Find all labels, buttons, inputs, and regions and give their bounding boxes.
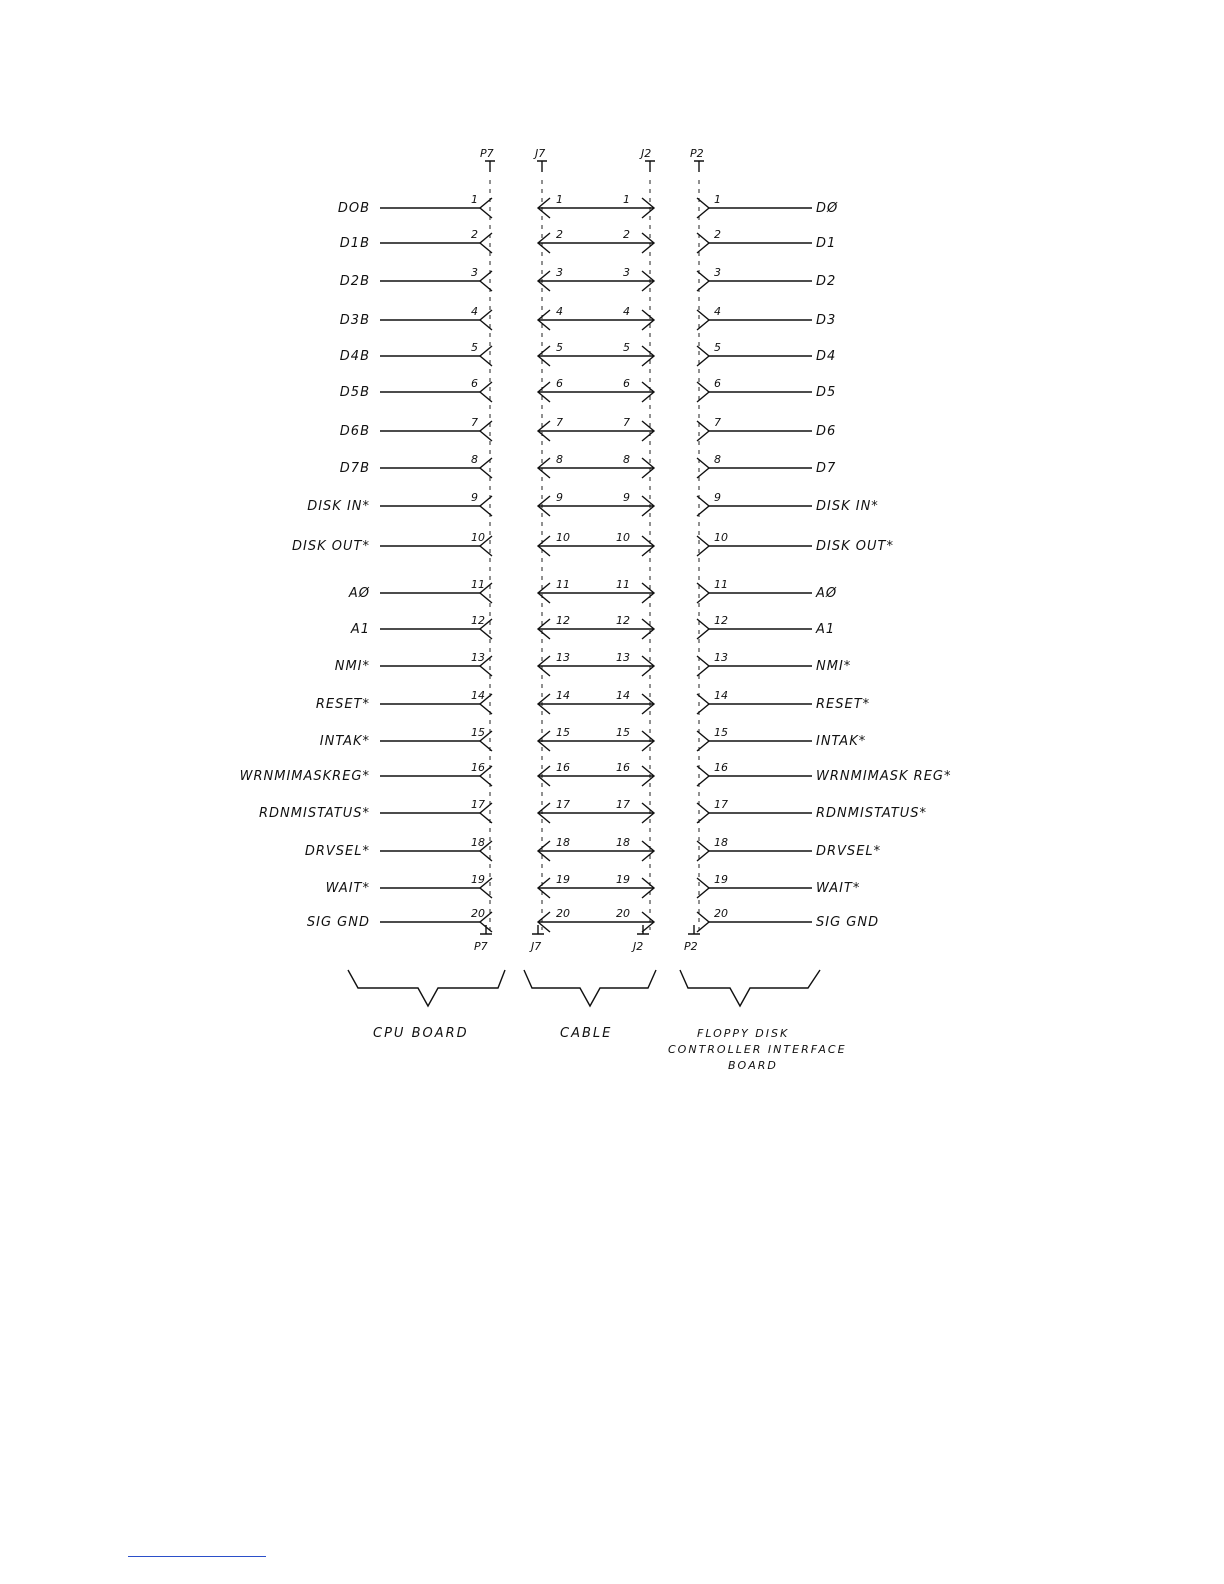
p7-pin-number: 7 [471, 416, 478, 429]
j7-pin-number: 12 [556, 614, 570, 627]
left-signal-label: D1B [339, 236, 370, 251]
right-signal-label: INTAK* [816, 734, 867, 749]
connector-label-j2-bottom: J2 [633, 940, 644, 953]
connector-top-marks [485, 161, 704, 172]
group-label-cable: CABLE [560, 1026, 613, 1041]
j2-pin-number: 15 [616, 726, 630, 739]
left-signal-label: D2B [339, 274, 370, 289]
j7-pin-number: 1 [556, 193, 563, 206]
j7-pin-number: 14 [556, 689, 570, 702]
connector-label-p2-top: P2 [690, 147, 704, 160]
p7-pin-number: 19 [471, 873, 485, 886]
p7-pin-number: 14 [471, 689, 485, 702]
p2-pin-number: 1 [714, 193, 721, 206]
j2-pin-number: 17 [616, 798, 630, 811]
right-signal-label: D5 [816, 385, 837, 400]
right-signal-label: D3 [816, 313, 837, 328]
left-signal-label: NMI* [334, 659, 370, 674]
j7-pin-number: 10 [556, 531, 570, 544]
left-signal-label: INTAK* [319, 734, 370, 749]
j2-pin-number: 9 [623, 491, 630, 504]
p2-pin-number: 8 [714, 453, 721, 466]
connector-body-lines [490, 180, 699, 930]
j7-pin-number: 5 [556, 341, 563, 354]
right-signal-label: WAIT* [816, 881, 861, 896]
j7-pin-number: 19 [556, 873, 570, 886]
j2-pin-number: 8 [623, 453, 630, 466]
signal-row [292, 531, 894, 556]
p7-pin-number: 15 [471, 726, 485, 739]
p2-pin-number: 20 [714, 907, 728, 920]
j7-pin-number: 17 [556, 798, 570, 811]
p2-pin-number: 12 [714, 614, 728, 627]
p2-pin-number: 19 [714, 873, 728, 886]
p2-pin-number: 3 [714, 266, 721, 279]
p7-pin-number: 11 [471, 578, 485, 591]
p2-pin-number: 11 [714, 578, 728, 591]
j2-pin-number: 16 [616, 761, 630, 774]
right-signal-label: SIG GND [816, 915, 880, 930]
j7-pin-number: 2 [556, 228, 563, 241]
signal-row [320, 726, 866, 751]
p2-pin-number: 4 [714, 305, 721, 318]
left-signal-label: D7B [339, 461, 370, 476]
j7-pin-number: 6 [556, 377, 563, 390]
signal-row [340, 266, 836, 291]
p7-pin-number: 6 [471, 377, 478, 390]
left-signal-label: RESET* [315, 697, 370, 712]
right-signal-label: DØ [816, 201, 839, 216]
left-signal-label: WRNMIMASKREG* [239, 769, 370, 784]
left-signal-label: AØ [348, 586, 370, 601]
j2-pin-number: 7 [623, 416, 630, 429]
right-signal-label: DISK OUT* [816, 539, 894, 554]
p7-pin-number: 20 [471, 907, 485, 920]
footer-rule [128, 1556, 266, 1557]
j2-pin-number: 12 [616, 614, 630, 627]
signal-row [326, 873, 861, 898]
j2-pin-number: 11 [616, 578, 630, 591]
signal-row [335, 651, 852, 676]
j7-pin-number: 16 [556, 761, 570, 774]
left-signal-label: D5B [339, 385, 370, 400]
signal-row [338, 193, 838, 218]
right-signal-label: DISK IN* [816, 499, 879, 514]
right-signal-label: WRNMIMASK REG* [816, 769, 952, 784]
j2-pin-number: 13 [616, 651, 630, 664]
j2-pin-number: 2 [623, 228, 630, 241]
j7-pin-number: 11 [556, 578, 570, 591]
connector-label-p7-top: P7 [480, 147, 494, 160]
j7-pin-number: 4 [556, 305, 563, 318]
j2-pin-number: 10 [616, 531, 630, 544]
right-signal-label: D6 [816, 424, 837, 439]
signal-row [307, 907, 879, 932]
right-signal-label: D7 [816, 461, 837, 476]
group-label-fdc-line1: FLOPPY DISK [697, 1027, 790, 1040]
j7-pin-number: 15 [556, 726, 570, 739]
p2-pin-number: 17 [714, 798, 728, 811]
p2-pin-number: 9 [714, 491, 721, 504]
left-signal-label: DISK IN* [307, 499, 370, 514]
left-signal-label: SIG GND [306, 915, 370, 930]
left-signal-label: A1 [350, 622, 370, 637]
j7-pin-number: 9 [556, 491, 563, 504]
signal-row [340, 453, 836, 478]
connector-label-j7-top: J7 [535, 147, 546, 160]
group-label-cpu-board: CPU BOARD [373, 1026, 469, 1041]
right-signal-label: AØ [816, 586, 838, 601]
signal-row [307, 491, 879, 516]
group-label-fdc-line2: CONTROLLER INTERFACE [668, 1043, 847, 1056]
group-label-fdc-line3: BOARD [728, 1059, 778, 1072]
right-signal-label: DRVSEL* [816, 844, 882, 859]
p2-pin-number: 13 [714, 651, 728, 664]
p7-pin-number: 16 [471, 761, 485, 774]
p7-pin-number: 17 [471, 798, 485, 811]
p2-pin-number: 7 [714, 416, 721, 429]
left-signal-label: WAIT* [325, 881, 370, 896]
j7-pin-number: 8 [556, 453, 563, 466]
right-signal-label: RDNMISTATUS* [816, 806, 927, 821]
p2-pin-number: 5 [714, 341, 721, 354]
j2-pin-number: 20 [616, 907, 630, 920]
j7-pin-number: 13 [556, 651, 570, 664]
p2-pin-number: 15 [714, 726, 728, 739]
j7-pin-number: 7 [556, 416, 563, 429]
j7-pin-number: 3 [556, 266, 563, 279]
signal-row [259, 798, 927, 823]
signal-rows [240, 193, 952, 932]
left-signal-label: D3B [339, 313, 370, 328]
left-signal-label: RDNMISTATUS* [259, 806, 370, 821]
p2-pin-number: 14 [714, 689, 728, 702]
p2-pin-number: 16 [714, 761, 728, 774]
right-signal-label: D4 [816, 349, 837, 364]
j2-pin-number: 14 [616, 689, 630, 702]
p7-pin-number: 8 [471, 453, 478, 466]
signal-row [340, 416, 836, 441]
right-signal-label: A1 [816, 622, 836, 637]
connector-label-p2-bottom: P2 [684, 940, 698, 953]
j7-pin-number: 20 [556, 907, 570, 920]
p7-pin-number: 4 [471, 305, 478, 318]
signal-row [340, 305, 836, 330]
p2-pin-number: 2 [714, 228, 721, 241]
signal-row [348, 578, 837, 603]
connector-label-j7-bottom: J7 [531, 940, 542, 953]
right-signal-label: RESET* [816, 697, 871, 712]
p7-pin-number: 2 [471, 228, 478, 241]
j2-pin-number: 18 [616, 836, 630, 849]
p7-pin-number: 9 [471, 491, 478, 504]
signal-row [350, 614, 835, 639]
p7-pin-number: 5 [471, 341, 478, 354]
left-signal-label: DISK OUT* [292, 539, 370, 554]
left-signal-label: D4B [339, 349, 370, 364]
left-signal-label: DOB [337, 201, 370, 216]
signal-row [340, 377, 836, 402]
p7-pin-number: 1 [471, 193, 478, 206]
right-signal-label: D1 [816, 236, 837, 251]
j2-pin-number: 5 [623, 341, 630, 354]
j2-pin-number: 1 [623, 193, 630, 206]
p7-pin-number: 10 [471, 531, 485, 544]
left-signal-label: DRVSEL* [304, 844, 370, 859]
p7-pin-number: 18 [471, 836, 485, 849]
p7-pin-number: 12 [471, 614, 485, 627]
p2-pin-number: 10 [714, 531, 728, 544]
j2-pin-number: 6 [623, 377, 630, 390]
brace-fdc-board [680, 970, 820, 1006]
signal-row [340, 228, 836, 253]
p2-pin-number: 6 [714, 377, 721, 390]
p7-pin-number: 3 [471, 266, 478, 279]
j2-pin-number: 3 [623, 266, 630, 279]
p2-pin-number: 18 [714, 836, 728, 849]
right-signal-label: D2 [816, 274, 837, 289]
right-signal-label: NMI* [816, 659, 852, 674]
j7-pin-number: 18 [556, 836, 570, 849]
j2-pin-number: 19 [616, 873, 630, 886]
brace-cable [524, 970, 656, 1006]
signal-row [240, 761, 952, 786]
signal-row [305, 836, 881, 861]
signal-row [316, 689, 870, 714]
j2-pin-number: 4 [623, 305, 630, 318]
signal-row [340, 341, 836, 366]
connector-label-p7-bottom: P7 [474, 940, 488, 953]
connector-bottom-marks [480, 925, 700, 934]
p7-pin-number: 13 [471, 651, 485, 664]
brace-cpu-board [348, 970, 505, 1006]
connector-label-j2-top: J2 [641, 147, 652, 160]
left-signal-label: D6B [339, 424, 370, 439]
